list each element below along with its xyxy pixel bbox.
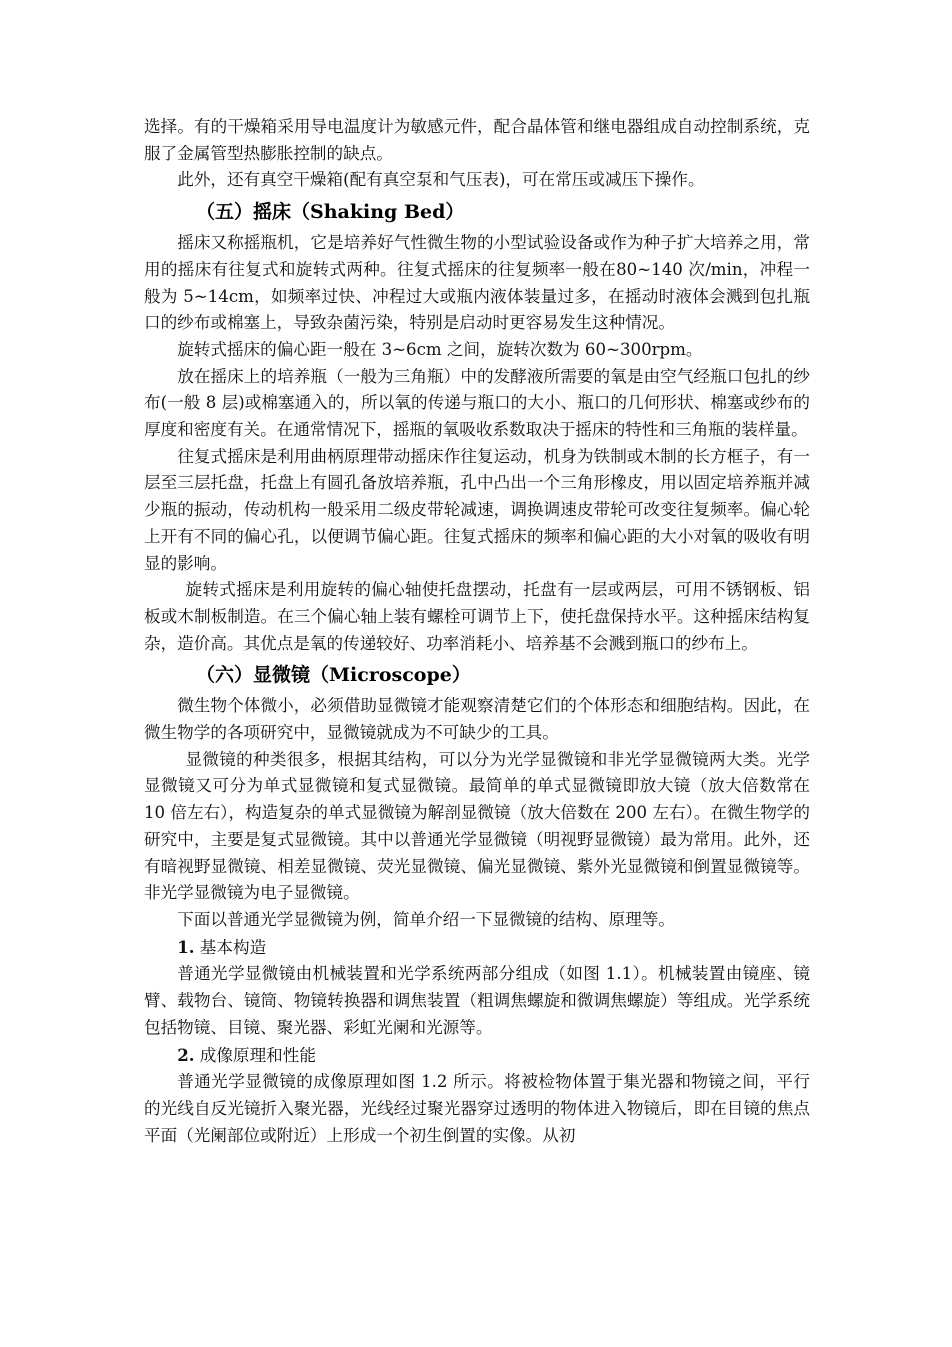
paragraph: 普通光学显微镜由机械装置和光学系统两部分组成（如图 1.1）。机械装置由镜座、镜臂、载物台、镜筒、物镜转换器和调焦装置（粗调焦螺旋和微调焦螺旋）等组成。光学系统包括物镜、目镜、聚光器、彩虹光阑和光源等。	[144, 964, 810, 1037]
paragraph: 旋转式摇床是利用旋转的偏心轴使托盘摆动，托盘有一层或两层，可用不锈钢板、铝板或木制板制造。在三个偏心轴上装有螺栓可调节上下，使托盘保持水平。这种摇床结构复杂，造价高。其优点是氧的传递较好、功率消耗小、培养基不会溅到瓶口的纱布上。	[144, 580, 810, 653]
paragraph: 下面以普通光学显微镜为例，简单介绍一下显微镜的结构、原理等。	[177, 909, 675, 929]
page-content	[144, 114, 810, 1149]
subheading-imaging-principle	[144, 1042, 810, 1070]
paragraph: 微生物个体微小，必须借助显微镜才能观察清楚它们的个体形态和细胞结构。因此，在微生物学的各项研究中，显微镜就成为不可缺少的工具。	[144, 696, 810, 743]
paragraph: 旋转式摇床的偏心距一般在 3~6cm 之间，旋转次数为 60~300rpm。	[177, 339, 703, 359]
paragraph: 普通光学显微镜的成像原理如图 1.2 所示。将被检物体置于集光器和物镜之间，平行的光线自反光镜折入聚光器，光线经过聚光器穿过透明的物体进入物镜后，即在目镜的焦点平面（光阑部位或附近）上形成一个初生倒置的实像。从初	[144, 1072, 810, 1145]
subheading-text: 成像原理和性能	[199, 1045, 316, 1065]
subheading-number: 1.	[177, 936, 195, 957]
subheading-text: 基本构造	[199, 937, 267, 957]
section-heading-microscope: （六）显微镜（Microscope）	[196, 664, 471, 687]
paragraph: 往复式摇床是利用曲柄原理带动摇床作往复运动，机身为铁制或木制的长方框子，有一层至三层托盘，托盘上有圆孔备放培养瓶，孔中凸出一个三角形橡皮，用以固定培养瓶并减少瓶的振动，传动机构一般采用二级皮带轮减速，调换调速皮带轮可改变往复频率。偏心轮上开有不同的偏心孔，以便调节偏心距。往复式摇床的频率和偏心距的大小对氧的吸收有明显的影响。	[144, 446, 810, 573]
paragraph: 显微镜的种类很多，根据其结构，可以分为光学显微镜和非光学显微镜两大类。光学显微镜又可分为单式显微镜和复式显微镜。最简单的单式显微镜即放大镜（放大倍数常在 10 倍左右），构造复杂的单式显微镜为解剖显微镜（放大倍数在 200 左右）。在微生物学的研究中，主要是复式显微镜。其中以普通光学显微镜（明视野显微镜）最为常用。此外，还有暗视野显微镜、相差显微镜、荧光显微镜、偏光显微镜、紫外光显微镜和倒置显微镜等。非光学显微镜为电子显微镜。	[144, 749, 810, 903]
subheading-number: 2.	[177, 1044, 195, 1065]
paragraph: 此外，还有真空干燥箱(配有真空泵和气压表)，可在常压或减压下操作。	[177, 170, 705, 190]
paragraph: 放在摇床上的培养瓶（一般为三角瓶）中的发酵液所需要的氧是由空气经瓶口包扎的纱布(一般 8 层)或棉塞通入的，所以氧的传递与瓶口的大小、瓶口的几何形状、棉塞或纱布的厚度和密度有关。在通常情况下，摇瓶的氧吸收系数取决于摇床的特性和三角瓶的装样量。	[144, 366, 810, 440]
paragraph: 摇床又称摇瓶机，它是培养好气性微生物的小型试验设备或作为种子扩大培养之用，常用的摇床有往复式和旋转式两种。往复式摇床的往复频率一般在80~140 次/min，冲程一般为 5~14cm，如频率过快、冲程过大或瓶内液体装量过多，在摇动时液体会溅到包扎瓶口的纱布或棉塞上，导致杂菌污染，特别是启动时更容易发生这种情况。	[144, 233, 810, 333]
paragraph: 选择。有的干燥箱采用导电温度计为敏感元件，配合晶体管和继电器组成自动控制系统，克服了金属管型热膨胀控制的缺点。	[144, 117, 810, 163]
section-heading-shaking-bed: （五）摇床（Shaking Bed）	[196, 201, 465, 224]
subheading-basic-structure	[144, 934, 810, 962]
